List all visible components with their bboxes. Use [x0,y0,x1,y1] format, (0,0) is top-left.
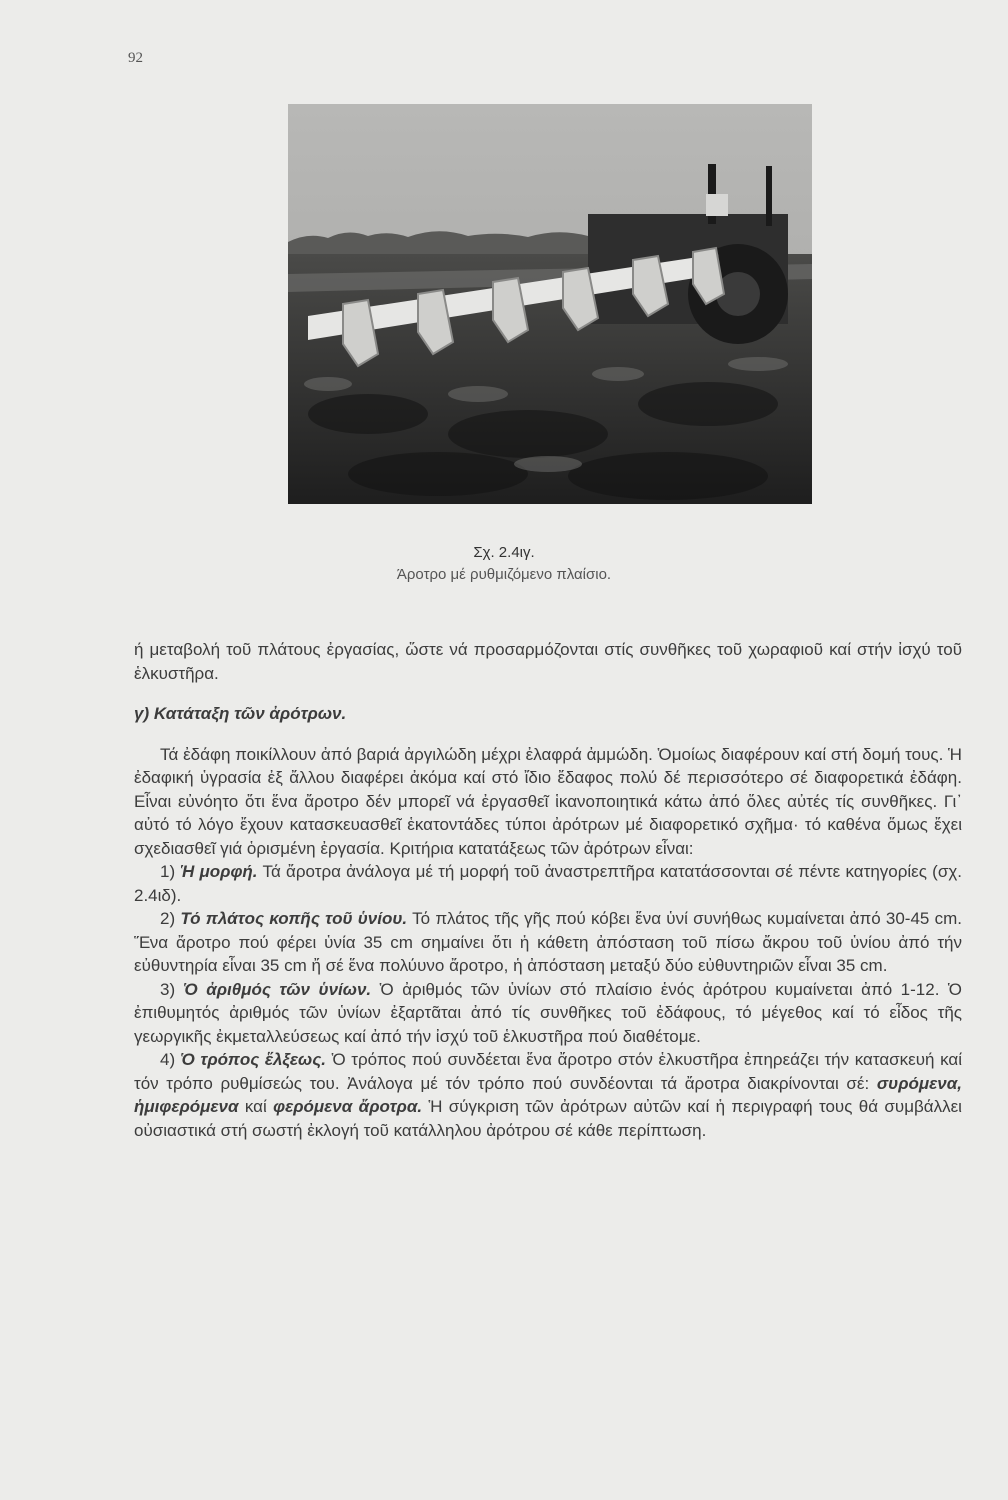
criterion-4-text-after: Ἡ σύγκριση τῶν ἀρότρων αὐτῶν καί ἡ περιγραφή τους θά συμβάλλει οὐσιαστικά στή σωστή ἐκλογή τοῦ κατάλληλου ἀρότρου σέ κάθε περίπτωση. [134,1097,962,1140]
criterion-3-text: Ὁ ἀριθμός τῶν ὑνίων στό πλαίσιο ἑνός ἀρότρου κυμαίνεται ἀπό 1-12. Ὁ ἐπιθυμητός ἀριθμός τῶν ὑνίων ἐξαρτᾶται ἀπό τίς συνθῆκες τοῦ ἐδάφους, τό μέγεθος καί τό εἶδος τῆς γεωργικῆς ἐκμεταλλεύσεως καί ἀπό τήν ἰσχύ τοῦ ἑλκυστῆρα πού διαθέτομε. [134,979,962,1046]
plough-photo-icon [288,104,812,504]
body-text [134,638,962,1142]
criterion-4-text-before: Ὁ τρόπος πού συνδέεται ἕνα ἄροτρο στόν ἑλκυστῆρα ἐπηρεάζει τήν κατασκευή καί τόν τρόπο ρυθμίσεώς του. Ἀνάλογα μέ τόν τρόπο πού συνδέονται τά ἄροτρα διακρίνονται σέ: [134,1050,962,1093]
main-paragraph: Τά ἐδάφη ποικίλλουν ἀπό βαριά ἀργιλώδη μέχρι ἐλαφρά ἀμμώδη. Ὁμοίως διαφέρουν καί στή δομή τους. Ἡ ἐδαφική ὑγρασία ἐξ ἄλλου διαφέρει ἀκόμα καί στό ἴδιο ἔδαφος πολύ δέ περισσότερο σέ διαφορετικά ἐδάφη. Εἶναι εὐνόητο ὅτι ἕνα ἄροτρο δέν μπορεῖ νά ἐργασθεῖ ἱκανοποιητικά κάτω ἀπό ὅλες αὐτές τίς συνθῆκες. Γι᾿ αὐτό τό λόγο ἔχουν κατασκευασθεῖ ἑκατοντάδες τύποι ἀρότρων μέ διαφορετικό σχῆμα· τό καθένα ὅμως ἔχει σχεδιασθεῖ γιά ὁρισμένη ἐργασία. Κριτήρια κατατάξεως τῶν ἀρότρων εἶναι: [134,744,962,858]
criterion-1-number: 1) [160,862,176,881]
plough-photo [288,104,812,504]
term-mounted: φερόμενα ἄροτρα. [273,1097,423,1116]
term-trailed: συρόμενα, [876,1073,962,1093]
criterion-4-title: Ὁ τρόπος ἕλξεως. [180,1050,326,1069]
term-semi-mounted: ἡμιφερόμενα [134,1097,239,1116]
criterion-2 [134,907,962,978]
criterion-2-title: Τό πλάτος κοπῆς τοῦ ὑνίου. [180,909,408,928]
section-heading: γ) Κατάταξη τῶν ἀρότρων. [134,704,347,723]
criterion-1-text: Τά ἄροτρα ἀνάλογα μέ τή μορφή τοῦ ἀναστρεπτῆρα κατατάσσονται σέ πέντε κατηγορίες (σχ. 2.4ιδ). [134,862,962,905]
criterion-1-title: Ἡ μορφή. [180,862,258,881]
criterion-3 [134,978,962,1049]
criterion-3-number: 3) [160,979,176,999]
criterion-2-text: Τό πλάτος τῆς γῆς πού κόβει ἕνα ὑνί συνήθως κυμαίνεται ἀπό 30-45 cm. Ἕνα ἄροτρο πού φέρει ὑνία 35 cm σημαίνει ὅτι ἡ κάθετη ἀπόσταση τοῦ πίσω ἄκρου τοῦ ὑνίου ἀπό τήν εὐθυντηρία εἶναι 35 cm ἤ σέ ἕνα πολύυνο ἄροτρο, ἡ ἀπόσταση μεταξύ δύο εὐθυντηριῶν εἶναι 35 cm. [134,909,963,975]
criterion-4 [134,1048,962,1142]
criterion-1 [134,860,962,907]
figure-caption: Άροτρο μέ ρυθμιζόμενο πλαίσιο. [396,566,612,583]
criterion-4-number: 4) [160,1050,176,1069]
criterion-3-title: Ὁ ἀριθμός τῶν ὑνίων. [183,979,372,999]
figure-number: Σχ. 2.4ιγ. [473,544,535,561]
criterion-2-number: 2) [160,909,176,928]
page-number: 92 [128,50,143,66]
intro-paragraph: ή μεταβολή τοῦ πλάτους ἐργασίας, ὥστε νά προσαρμόζονται στίς συνθῆκες τοῦ χωραφιοῦ καί στήν ἰσχύ τοῦ ἑλκυστῆρα. [134,640,962,683]
term-connector: καί [244,1097,267,1116]
